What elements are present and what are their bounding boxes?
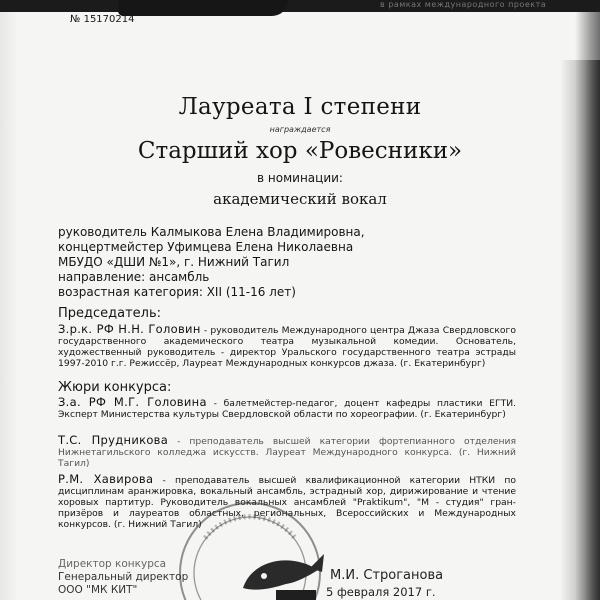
nomination-name: академический вокал <box>213 190 387 208</box>
chair-name: З.р.к. РФ Н.Н. Головин <box>58 322 201 336</box>
footer-director-title: Директор конкурса <box>58 558 167 570</box>
direction-line: направление: ансамбль <box>58 270 210 284</box>
accompanist-line: концертмейстер Уфимцева Елена Николаевна <box>58 240 354 254</box>
nomination-label: в номинации: <box>257 171 343 185</box>
leader-line: руководитель Калмыкова Елена Владимировна, <box>58 225 365 239</box>
jury-member-name: З.а. РФ М.Г. Головина <box>58 395 207 409</box>
age-category-line: возрастная категория: XII (11-16 лет) <box>58 285 296 299</box>
jury-member <box>58 397 516 420</box>
jury-member-description: - преподаватель высшей категории фортепианного отделения Нижнетагильского колледжа искусств. Лауреат Международного конкурса. (г. Нижний Тагил) <box>58 436 516 469</box>
choir-name: Старший хор «Ровесники» <box>137 138 463 164</box>
header-logo-blot <box>118 0 288 16</box>
jury-member <box>58 435 516 469</box>
jury-member-name: Т.С. Прудникова <box>58 433 169 447</box>
jury-heading: Жюри конкурса: <box>58 380 172 395</box>
jury-member-name: Р.М. Хавирова <box>58 472 154 486</box>
chair-heading: Председатель: <box>58 306 162 321</box>
laureate-title: Лауреата I степени <box>178 94 422 120</box>
chair-member <box>58 324 516 369</box>
footer-company: ООО "МК КИТ" <box>58 584 138 596</box>
certificate-date: 5 февраля 2017 г. <box>326 585 436 599</box>
header-faded-text: в рамках международного проекта <box>380 0 547 9</box>
school-line: МБУДО «ДШИ №1», г. Нижний Тагил <box>58 255 290 269</box>
jury-member-description: - балетмейстер-педагог, доцент кафедры пластики ЕГТИ. Эксперт Министерства культуры Свердловской области по хореографии. (г. Екатеринбург) <box>58 398 516 420</box>
footer-general-director: Генеральный директор <box>58 571 189 583</box>
chair-description: - руководитель Международного центра Джаза Свердловского государственного академического театра музыкальной комедии. Основатель, художественный руководитель - директор Уральского государственного театра эстрады 1997-2010 г.г. Режиссёр, Лауреат Международных конкурсов джаза. (г. Екатеринбург) <box>58 325 516 369</box>
certificate-number: № 15170214 <box>70 14 135 25</box>
awarded-label: награждается <box>269 125 331 134</box>
jury-member-description: - преподаватель высшей квалификационной категории НТКИ по дисциплинам аранжировка, вокальный ансамбль, эстрадный хор, дирижирование и чтение хоровых партитур. Руководитель вокальных ансамблей "Praktikum", "М - студия" гран-призёров и лауреатов областных, региональных, Всероссийских и Международных конкурсов. (г. Нижний Тагил) <box>58 475 516 530</box>
whale-logo-icon <box>238 548 328 600</box>
signatory-name: М.И. Строганова <box>330 568 444 583</box>
